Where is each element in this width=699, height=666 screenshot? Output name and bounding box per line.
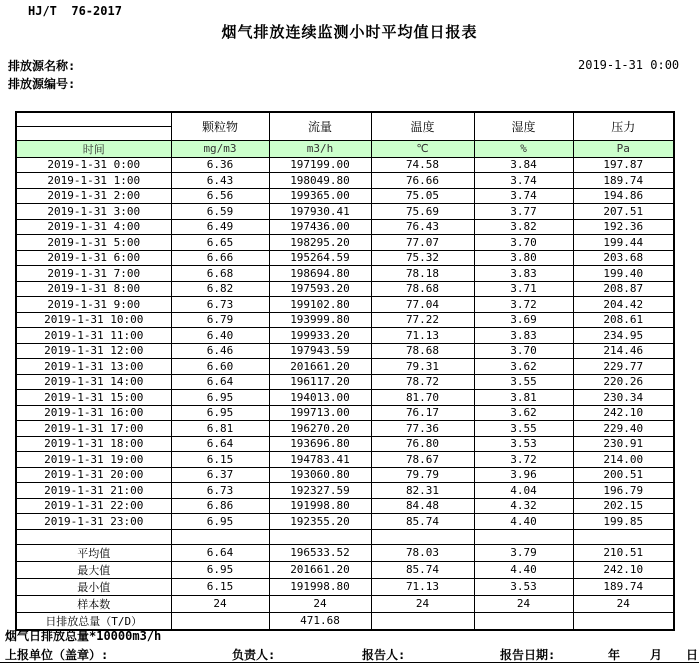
value-cell: 196270.20 bbox=[269, 421, 371, 437]
value-cell: 3.72 bbox=[474, 297, 573, 313]
column-header-temperature: 温度 bbox=[371, 112, 474, 140]
value-cell: 78.67 bbox=[371, 452, 474, 468]
summary-label-cell: 日排放总量（T/D） bbox=[16, 612, 171, 630]
value-cell bbox=[474, 612, 573, 630]
value-cell: 192327.59 bbox=[269, 483, 371, 499]
value-cell: 3.69 bbox=[474, 312, 573, 328]
responsible-person-label: 负责人: bbox=[232, 648, 276, 662]
value-cell: 76.43 bbox=[371, 219, 474, 235]
value-cell: 191998.80 bbox=[269, 498, 371, 514]
value-cell: 6.64 bbox=[171, 436, 269, 452]
units-row bbox=[16, 140, 674, 157]
value-cell: 3.53 bbox=[474, 436, 573, 452]
time-cell: 2019-1-31 18:00 bbox=[16, 436, 171, 452]
daily-total-note: 烟气日排放总量*10000m3/h bbox=[5, 629, 162, 643]
value-cell: 3.77 bbox=[474, 204, 573, 220]
data-rows-body bbox=[16, 157, 674, 529]
value-cell: 196.79 bbox=[573, 483, 674, 499]
summary-label-cell: 最小值 bbox=[16, 578, 171, 595]
value-cell: 208.87 bbox=[573, 281, 674, 297]
emission-source-code-label: 排放源编号: bbox=[8, 77, 76, 91]
table-row bbox=[16, 250, 674, 266]
time-cell: 2019-1-31 17:00 bbox=[16, 421, 171, 437]
table-row bbox=[16, 219, 674, 235]
value-cell: 234.95 bbox=[573, 328, 674, 344]
value-cell: 242.10 bbox=[573, 561, 674, 578]
table-row bbox=[16, 204, 674, 220]
value-cell: 242.10 bbox=[573, 405, 674, 421]
emission-source-name-label: 排放源名称: bbox=[8, 59, 76, 73]
value-cell: 196117.20 bbox=[269, 374, 371, 390]
value-cell: 3.62 bbox=[474, 359, 573, 375]
time-cell: 2019-1-31 13:00 bbox=[16, 359, 171, 375]
value-cell: 210.51 bbox=[573, 544, 674, 561]
value-cell: 199365.00 bbox=[269, 188, 371, 204]
summary-row bbox=[16, 578, 674, 595]
unit-cell-humidity: % bbox=[474, 140, 573, 157]
value-cell: 75.05 bbox=[371, 188, 474, 204]
value-cell: 4.40 bbox=[474, 514, 573, 530]
value-cell: 198295.20 bbox=[269, 235, 371, 251]
value-cell: 199713.00 bbox=[269, 405, 371, 421]
column-header-flow: 流量 bbox=[269, 112, 371, 140]
summary-rows-body bbox=[16, 544, 674, 630]
value-cell: 192.36 bbox=[573, 219, 674, 235]
time-cell: 2019-1-31 4:00 bbox=[16, 219, 171, 235]
value-cell: 78.03 bbox=[371, 544, 474, 561]
table-row bbox=[16, 498, 674, 514]
value-cell: 201661.20 bbox=[269, 561, 371, 578]
value-cell: 230.91 bbox=[573, 436, 674, 452]
time-cell: 2019-1-31 12:00 bbox=[16, 343, 171, 359]
value-cell: 3.81 bbox=[474, 390, 573, 406]
year-label: 年 bbox=[608, 648, 621, 662]
time-cell: 2019-1-31 10:00 bbox=[16, 312, 171, 328]
value-cell: 6.95 bbox=[171, 390, 269, 406]
value-cell: 74.58 bbox=[371, 157, 474, 173]
value-cell: 3.83 bbox=[474, 328, 573, 344]
value-cell: 201661.20 bbox=[269, 359, 371, 375]
time-cell: 2019-1-31 0:00 bbox=[16, 157, 171, 173]
value-cell: 193696.80 bbox=[269, 436, 371, 452]
time-cell: 2019-1-31 20:00 bbox=[16, 467, 171, 483]
value-cell: 76.17 bbox=[371, 405, 474, 421]
value-cell: 3.70 bbox=[474, 343, 573, 359]
value-cell: 85.74 bbox=[371, 561, 474, 578]
value-cell: 6.82 bbox=[171, 281, 269, 297]
value-cell: 24 bbox=[474, 595, 573, 612]
time-cell: 2019-1-31 8:00 bbox=[16, 281, 171, 297]
value-cell: 198694.80 bbox=[269, 266, 371, 282]
summary-label-cell: 平均值 bbox=[16, 544, 171, 561]
table-row bbox=[16, 157, 674, 173]
value-cell: 81.70 bbox=[371, 390, 474, 406]
value-cell bbox=[371, 612, 474, 630]
value-cell: 6.15 bbox=[171, 578, 269, 595]
value-cell: 24 bbox=[269, 595, 371, 612]
page-title: 烟气排放连续监测小时平均值日报表 bbox=[221, 23, 478, 41]
value-cell: 6.37 bbox=[171, 467, 269, 483]
value-cell: 198049.80 bbox=[269, 173, 371, 189]
value-cell: 3.82 bbox=[474, 219, 573, 235]
summary-row bbox=[16, 595, 674, 612]
value-cell: 3.84 bbox=[474, 157, 573, 173]
value-cell: 6.95 bbox=[171, 561, 269, 578]
value-cell: 77.07 bbox=[371, 235, 474, 251]
value-cell: 6.49 bbox=[171, 219, 269, 235]
unit-cell-pressure: Pa bbox=[573, 140, 674, 157]
value-cell: 220.26 bbox=[573, 374, 674, 390]
month-label: 月 bbox=[650, 648, 663, 662]
value-cell: 79.79 bbox=[371, 467, 474, 483]
value-cell: 6.64 bbox=[171, 374, 269, 390]
spacer-row bbox=[16, 529, 674, 544]
value-cell: 6.95 bbox=[171, 514, 269, 530]
value-cell: 199102.80 bbox=[269, 297, 371, 313]
value-cell: 78.18 bbox=[371, 266, 474, 282]
value-cell: 197436.00 bbox=[269, 219, 371, 235]
header-blank-bottom-cell bbox=[16, 126, 171, 140]
value-cell: 6.59 bbox=[171, 204, 269, 220]
value-cell: 6.64 bbox=[171, 544, 269, 561]
value-cell: 6.68 bbox=[171, 266, 269, 282]
value-cell: 197199.00 bbox=[269, 157, 371, 173]
value-cell: 214.00 bbox=[573, 452, 674, 468]
table-row bbox=[16, 452, 674, 468]
header-row bbox=[16, 112, 674, 126]
time-cell: 2019-1-31 9:00 bbox=[16, 297, 171, 313]
value-cell: 192355.20 bbox=[269, 514, 371, 530]
summary-label-cell: 最大值 bbox=[16, 561, 171, 578]
table-row bbox=[16, 467, 674, 483]
value-cell: 71.13 bbox=[371, 328, 474, 344]
value-cell: 196533.52 bbox=[269, 544, 371, 561]
column-header-humidity: 湿度 bbox=[474, 112, 573, 140]
value-cell: 6.86 bbox=[171, 498, 269, 514]
value-cell: 24 bbox=[171, 595, 269, 612]
time-cell: 2019-1-31 15:00 bbox=[16, 390, 171, 406]
value-cell: 193999.80 bbox=[269, 312, 371, 328]
table-row bbox=[16, 374, 674, 390]
value-cell: 6.81 bbox=[171, 421, 269, 437]
value-cell: 3.96 bbox=[474, 467, 573, 483]
time-cell: 2019-1-31 3:00 bbox=[16, 204, 171, 220]
value-cell: 214.46 bbox=[573, 343, 674, 359]
summary-label-cell: 样本数 bbox=[16, 595, 171, 612]
time-cell: 2019-1-31 23:00 bbox=[16, 514, 171, 530]
value-cell: 85.74 bbox=[371, 514, 474, 530]
value-cell: 6.43 bbox=[171, 173, 269, 189]
value-cell: 189.74 bbox=[573, 173, 674, 189]
value-cell: 6.65 bbox=[171, 235, 269, 251]
table-row bbox=[16, 390, 674, 406]
table-row bbox=[16, 297, 674, 313]
table-row bbox=[16, 312, 674, 328]
value-cell: 3.80 bbox=[474, 250, 573, 266]
value-cell: 208.61 bbox=[573, 312, 674, 328]
value-cell: 24 bbox=[371, 595, 474, 612]
value-cell: 194783.41 bbox=[269, 452, 371, 468]
value-cell: 6.73 bbox=[171, 483, 269, 499]
value-cell: 195264.59 bbox=[269, 250, 371, 266]
time-cell: 2019-1-31 5:00 bbox=[16, 235, 171, 251]
value-cell: 6.40 bbox=[171, 328, 269, 344]
value-cell: 197943.59 bbox=[269, 343, 371, 359]
column-header-pressure: 压力 bbox=[573, 112, 674, 140]
value-cell: 197593.20 bbox=[269, 281, 371, 297]
table-row bbox=[16, 421, 674, 437]
time-cell: 2019-1-31 14:00 bbox=[16, 374, 171, 390]
value-cell: 3.74 bbox=[474, 173, 573, 189]
value-cell: 77.36 bbox=[371, 421, 474, 437]
table-row bbox=[16, 359, 674, 375]
bottom-rule bbox=[0, 662, 699, 663]
value-cell: 229.77 bbox=[573, 359, 674, 375]
value-cell: 77.04 bbox=[371, 297, 474, 313]
reporter-label: 报告人: bbox=[362, 648, 406, 662]
report-date-label: 报告日期: bbox=[500, 648, 556, 662]
value-cell: 75.32 bbox=[371, 250, 474, 266]
standard-number: HJ/T 76-2017 bbox=[28, 4, 122, 18]
value-cell: 199.44 bbox=[573, 235, 674, 251]
day-label: 日 bbox=[686, 648, 699, 662]
value-cell: 191998.80 bbox=[269, 578, 371, 595]
value-cell: 197930.41 bbox=[269, 204, 371, 220]
time-cell: 2019-1-31 11:00 bbox=[16, 328, 171, 344]
value-cell: 82.31 bbox=[371, 483, 474, 499]
column-header-particulate: 颗粒物 bbox=[171, 112, 269, 140]
value-cell: 78.68 bbox=[371, 343, 474, 359]
value-cell: 3.74 bbox=[474, 188, 573, 204]
time-cell: 2019-1-31 22:00 bbox=[16, 498, 171, 514]
time-header-cell: 时间 bbox=[16, 140, 171, 157]
value-cell: 3.55 bbox=[474, 421, 573, 437]
summary-row bbox=[16, 544, 674, 561]
value-cell: 3.79 bbox=[474, 544, 573, 561]
value-cell: 202.15 bbox=[573, 498, 674, 514]
value-cell: 3.71 bbox=[474, 281, 573, 297]
table-row bbox=[16, 483, 674, 499]
value-cell: 197.87 bbox=[573, 157, 674, 173]
value-cell: 207.51 bbox=[573, 204, 674, 220]
table-row bbox=[16, 514, 674, 530]
value-cell: 6.36 bbox=[171, 157, 269, 173]
value-cell: 77.22 bbox=[371, 312, 474, 328]
value-cell: 6.60 bbox=[171, 359, 269, 375]
unit-cell-temperature: ℃ bbox=[371, 140, 474, 157]
value-cell: 229.40 bbox=[573, 421, 674, 437]
value-cell: 6.73 bbox=[171, 297, 269, 313]
value-cell: 24 bbox=[573, 595, 674, 612]
value-cell: 79.31 bbox=[371, 359, 474, 375]
value-cell: 4.40 bbox=[474, 561, 573, 578]
unit-cell-flow: m3/h bbox=[269, 140, 371, 157]
value-cell: 78.68 bbox=[371, 281, 474, 297]
time-cell: 2019-1-31 16:00 bbox=[16, 405, 171, 421]
value-cell: 84.48 bbox=[371, 498, 474, 514]
value-cell: 6.79 bbox=[171, 312, 269, 328]
table-row bbox=[16, 173, 674, 189]
value-cell bbox=[171, 612, 269, 630]
time-cell: 2019-1-31 2:00 bbox=[16, 188, 171, 204]
value-cell: 189.74 bbox=[573, 578, 674, 595]
table-row bbox=[16, 266, 674, 282]
summary-row bbox=[16, 561, 674, 578]
table-row bbox=[16, 328, 674, 344]
value-cell: 204.42 bbox=[573, 297, 674, 313]
value-cell: 75.69 bbox=[371, 204, 474, 220]
value-cell: 200.51 bbox=[573, 467, 674, 483]
value-cell: 3.72 bbox=[474, 452, 573, 468]
value-cell: 199.85 bbox=[573, 514, 674, 530]
unit-cell-particulate: mg/m3 bbox=[171, 140, 269, 157]
table-row bbox=[16, 405, 674, 421]
report-unit-seal-label: 上报单位（盖章）: bbox=[5, 648, 109, 662]
table-row bbox=[16, 188, 674, 204]
value-cell: 6.15 bbox=[171, 452, 269, 468]
header-blank-top-cell bbox=[16, 112, 171, 126]
value-cell: 3.55 bbox=[474, 374, 573, 390]
value-cell: 6.56 bbox=[171, 188, 269, 204]
value-cell: 76.66 bbox=[371, 173, 474, 189]
value-cell: 193060.80 bbox=[269, 467, 371, 483]
value-cell: 199933.20 bbox=[269, 328, 371, 344]
value-cell: 3.53 bbox=[474, 578, 573, 595]
value-cell: 194013.00 bbox=[269, 390, 371, 406]
value-cell: 76.80 bbox=[371, 436, 474, 452]
value-cell: 4.32 bbox=[474, 498, 573, 514]
time-cell: 2019-1-31 19:00 bbox=[16, 452, 171, 468]
time-cell: 2019-1-31 21:00 bbox=[16, 483, 171, 499]
value-cell: 6.46 bbox=[171, 343, 269, 359]
value-cell: 6.66 bbox=[171, 250, 269, 266]
table-row bbox=[16, 343, 674, 359]
time-cell: 2019-1-31 1:00 bbox=[16, 173, 171, 189]
time-cell: 2019-1-31 6:00 bbox=[16, 250, 171, 266]
time-cell: 2019-1-31 7:00 bbox=[16, 266, 171, 282]
value-cell: 230.34 bbox=[573, 390, 674, 406]
value-cell: 199.40 bbox=[573, 266, 674, 282]
value-cell: 3.62 bbox=[474, 405, 573, 421]
value-cell bbox=[573, 612, 674, 630]
value-cell: 3.83 bbox=[474, 266, 573, 282]
hourly-average-table bbox=[15, 111, 675, 631]
value-cell: 4.04 bbox=[474, 483, 573, 499]
value-cell: 203.68 bbox=[573, 250, 674, 266]
table-row bbox=[16, 235, 674, 251]
value-cell: 71.13 bbox=[371, 578, 474, 595]
table-row bbox=[16, 436, 674, 452]
report-datetime: 2019-1-31 0:00 bbox=[578, 58, 680, 72]
value-cell: 471.68 bbox=[269, 612, 371, 630]
value-cell: 6.95 bbox=[171, 405, 269, 421]
value-cell: 78.72 bbox=[371, 374, 474, 390]
value-cell: 3.70 bbox=[474, 235, 573, 251]
table-row bbox=[16, 281, 674, 297]
value-cell: 194.86 bbox=[573, 188, 674, 204]
